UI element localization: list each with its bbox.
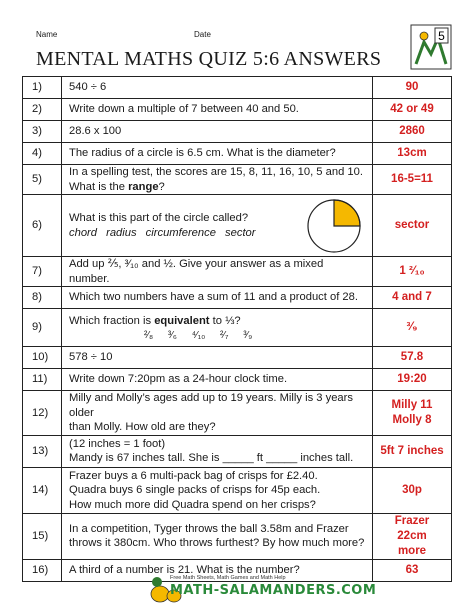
- name-label: Name: [36, 30, 58, 39]
- row-number: 7): [23, 257, 62, 287]
- fraction-options: ²⁄₈ ³⁄₆ ⁴⁄₁₀ ²⁄₇ ³⁄₉: [144, 329, 253, 341]
- row-number: 9): [23, 309, 62, 347]
- answer: [373, 513, 452, 559]
- row-number: 15): [23, 513, 62, 559]
- table-row: [23, 467, 452, 513]
- table-row: [23, 257, 452, 287]
- question: [62, 165, 373, 195]
- answer-options: chord radius circumference sector: [69, 226, 256, 239]
- question: 578 ÷ 10: [62, 347, 373, 369]
- answer-line: Milly 11: [391, 399, 433, 412]
- answer: 90: [373, 77, 452, 99]
- answer: 57.8: [373, 347, 452, 369]
- answer: 63: [373, 559, 452, 581]
- row-number: 8): [23, 287, 62, 309]
- table-row: [23, 143, 452, 165]
- row-number: 10): [23, 347, 62, 369]
- answer: 5ft 7 inches: [373, 435, 452, 467]
- table-row: [23, 195, 452, 257]
- date-label: Date: [194, 30, 211, 39]
- answer: 30p: [373, 467, 452, 513]
- row-number: 13): [23, 435, 62, 467]
- question: 540 ÷ 6: [62, 77, 373, 99]
- row-number: 12): [23, 391, 62, 436]
- question-line: How much more did Quadra spend on her crisps?: [69, 498, 316, 511]
- table-row: [23, 77, 452, 99]
- question-line: In a competition, Tyger throws the ball 3.58m and Frazer: [69, 522, 349, 535]
- question-line: In a spelling test, the scores are 15, 8, 11, 16, 10, 5 and 10.: [69, 166, 363, 178]
- page-title: MENTAL MATHS QUIZ 5:6 ANSWERS: [36, 48, 382, 70]
- answer: [373, 391, 452, 436]
- table-row: [23, 99, 452, 121]
- question-line: Frazer buys a 6 multi-pack bag of crisps for £2.40.: [69, 469, 318, 482]
- row-number: 3): [23, 121, 62, 143]
- circle-sector-diagram: [306, 198, 362, 254]
- logo-number: 5: [438, 29, 445, 43]
- answer: 16-5=11: [373, 165, 452, 195]
- table-row: [23, 391, 452, 436]
- question: Which two numbers have a sum of 11 and a product of 28.: [62, 287, 373, 309]
- question: 28.6 x 100: [62, 121, 373, 143]
- row-number: 14): [23, 467, 62, 513]
- answer: 2860: [373, 121, 452, 143]
- footer-tagline: Free Math Sheets, Math Games and Math Help: [170, 575, 286, 581]
- answer: sector: [373, 195, 452, 257]
- table-row: [23, 287, 452, 309]
- row-number: 5): [23, 165, 62, 195]
- range-keyword: range: [128, 180, 159, 193]
- answer-line: Molly 8: [392, 414, 432, 427]
- question: The radius of a circle is 6.5 cm. What is the diameter?: [62, 143, 373, 165]
- question-line: (12 inches = 1 foot): [69, 437, 166, 450]
- question: [62, 195, 373, 257]
- question-line: Quadra buys 6 single packs of crisps for 45p each.: [69, 484, 321, 497]
- question: [62, 467, 373, 513]
- question-line: What is this part of the circle called?: [69, 212, 249, 225]
- row-number: 6): [23, 195, 62, 257]
- equivalent-keyword: equivalent: [154, 314, 210, 327]
- question: [62, 513, 373, 559]
- question: [62, 309, 373, 347]
- answer: 19:20: [373, 369, 452, 391]
- answer: ³⁄₉: [373, 309, 452, 347]
- answer-line: more: [397, 544, 427, 557]
- row-number: 4): [23, 143, 62, 165]
- question-line: Mandy is 67 inches tall. She is _____ ft _____ inches tall.: [69, 452, 354, 465]
- table-row: [23, 347, 452, 369]
- row-number: 16): [23, 559, 62, 581]
- question: Write down 7:20pm as a 24-hour clock time.: [62, 369, 373, 391]
- table-row: [23, 513, 452, 559]
- question-line: throws it 380cm. Who throws furthest? By how much more?: [69, 537, 365, 550]
- question-line: than Molly. How old are they?: [69, 421, 216, 434]
- question-line: Which fraction is equivalent to ⅓?: [69, 314, 241, 327]
- answer: 4 and 7: [373, 287, 452, 309]
- table-row: [23, 435, 452, 467]
- row-number: 1): [23, 77, 62, 99]
- answer: 1 ²⁄₁₀: [373, 257, 452, 287]
- question: Add up ⅖, ³⁄₁₀ and ½. Give your answer as a mixed number.: [62, 257, 373, 287]
- quiz-table: [22, 76, 452, 582]
- answer: 13cm: [373, 143, 452, 165]
- row-number: 2): [23, 99, 62, 121]
- question: [62, 391, 373, 436]
- question: Write down a multiple of 7 between 40 and 50.: [62, 99, 373, 121]
- footer-site-name: MATH-SALAMANDERS.COM: [170, 583, 377, 598]
- question: [62, 435, 373, 467]
- table-row: [23, 121, 452, 143]
- question-line: What is the range?: [69, 180, 165, 193]
- question-line: Milly and Molly’s ages add up to 19 years. Milly is 3 years older: [69, 392, 353, 419]
- salamander-logo: [410, 24, 452, 70]
- table-row: [23, 369, 452, 391]
- question: A third of a number is 21. What is the number?: [62, 559, 373, 581]
- table-row: [23, 309, 452, 347]
- answer-line: Frazer 22cm: [394, 514, 430, 542]
- row-number: 11): [23, 369, 62, 391]
- answer: 42 or 49: [373, 99, 452, 121]
- table-row: [23, 165, 452, 195]
